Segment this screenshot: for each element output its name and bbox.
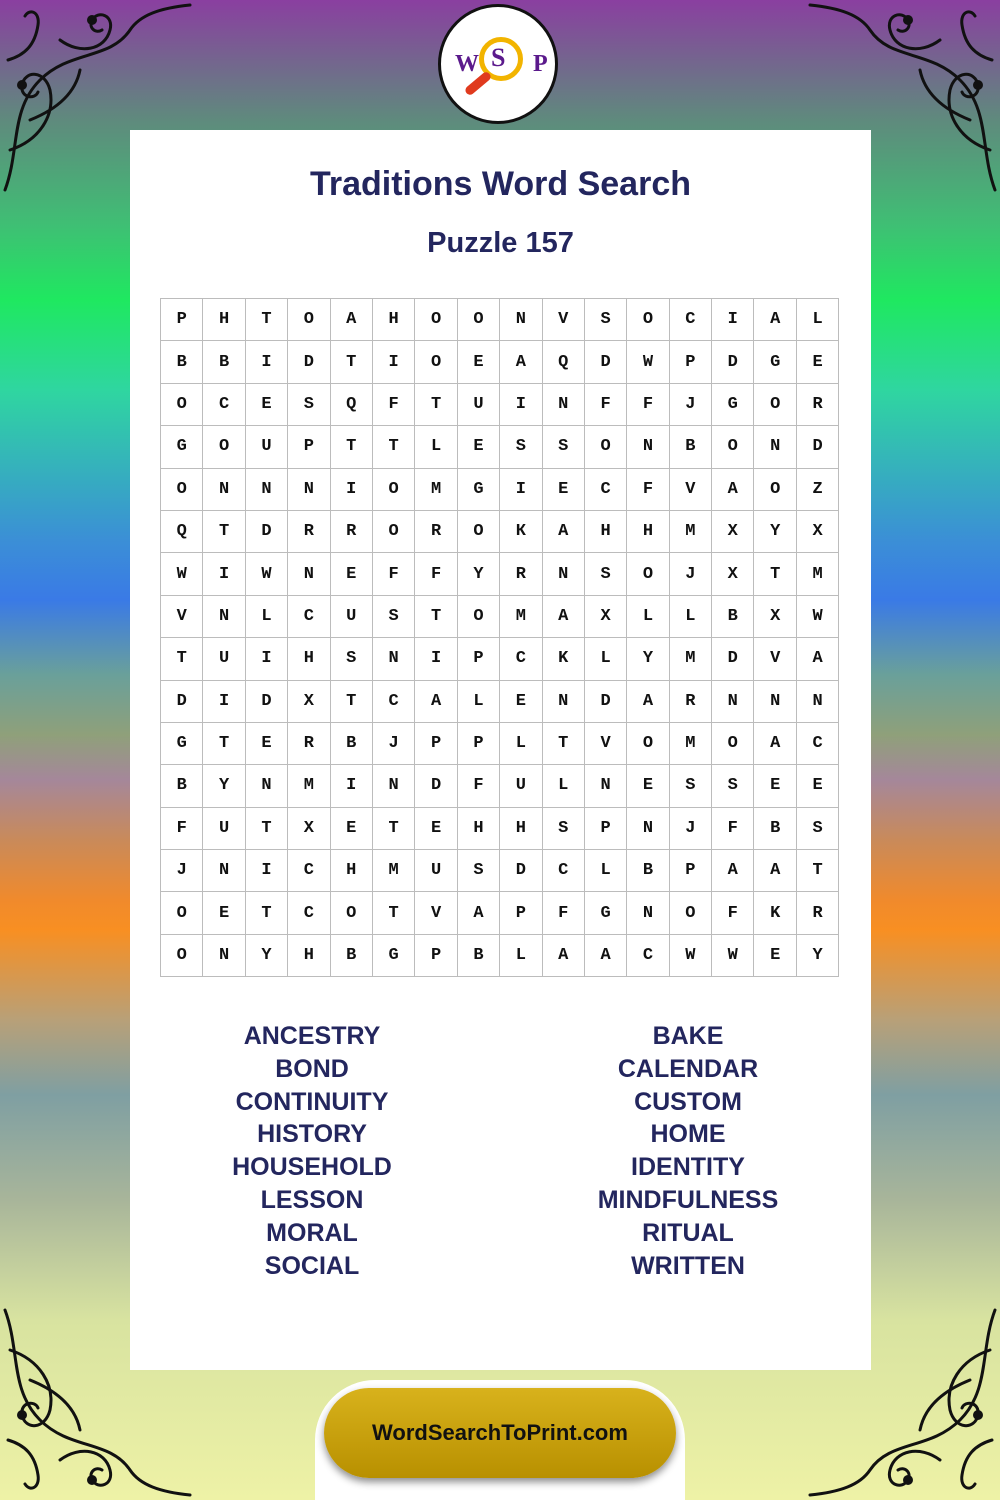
grid-cell[interactable]: W [670,935,712,977]
grid-cell[interactable]: M [797,553,839,595]
grid-cell[interactable]: N [543,681,585,723]
grid-cell[interactable]: O [458,596,500,638]
grid-cell[interactable]: M [670,511,712,553]
grid-cell[interactable]: D [797,426,839,468]
grid-cell[interactable]: A [415,681,457,723]
grid-cell[interactable]: X [797,511,839,553]
word-list-item: ANCESTRY [243,1022,381,1050]
grid-cell[interactable]: U [203,638,245,680]
grid-cell[interactable]: F [415,553,457,595]
word-list-item: CALENDAR [617,1054,759,1083]
grid-cell[interactable]: Y [246,935,288,977]
grid-cell[interactable]: V [543,299,585,341]
grid-cell[interactable]: S [458,850,500,892]
grid-cell[interactable]: E [203,892,245,934]
grid-cell[interactable]: S [500,426,542,468]
grid-cell[interactable]: H [203,299,245,341]
grid-cell[interactable]: O [161,892,203,934]
word-list-item: SOCIAL [264,1251,360,1280]
grid-cell[interactable]: A [543,596,585,638]
grid-cell[interactable]: O [161,469,203,511]
grid-cell[interactable]: O [458,299,500,341]
grid-cell[interactable]: F [373,384,415,426]
grid-cell[interactable]: Y [797,935,839,977]
grid-cell[interactable]: Y [754,511,796,553]
grid-cell[interactable]: I [203,553,245,595]
grid-cell[interactable]: O [288,299,330,341]
grid-cell[interactable]: T [373,892,415,934]
site-link-button[interactable]: WordSearchToPrint.com [324,1388,676,1478]
grid-cell[interactable]: O [712,426,754,468]
grid-cell[interactable]: T [797,850,839,892]
grid-cell[interactable]: D [246,511,288,553]
grid-cell[interactable]: T [246,892,288,934]
grid-cell[interactable]: K [754,892,796,934]
grid-cell[interactable]: C [670,299,712,341]
grid-cell[interactable]: B [161,341,203,383]
word-list-item: CONTINUITY [235,1087,389,1116]
grid-cell[interactable]: N [585,765,627,807]
grid-cell[interactable]: R [288,511,330,553]
grid-cell[interactable]: N [373,765,415,807]
grid-cell[interactable]: B [754,808,796,850]
grid-cell[interactable]: A [458,892,500,934]
grid-cell[interactable]: U [500,765,542,807]
grid-cell[interactable]: B [670,426,712,468]
grid-cell[interactable]: H [500,808,542,850]
word-list-item: HOME [650,1120,726,1149]
grid-cell[interactable]: J [373,723,415,765]
grid-cell[interactable]: A [754,850,796,892]
grid-cell[interactable]: I [373,341,415,383]
grid-cell[interactable]: D [585,681,627,723]
grid-cell[interactable]: U [415,850,457,892]
grid-cell[interactable]: D [712,638,754,680]
grid-cell[interactable]: F [627,469,669,511]
grid-cell[interactable]: S [288,384,330,426]
grid-cell[interactable]: O [415,341,457,383]
grid-cell[interactable]: H [331,850,373,892]
grid-cell[interactable]: O [373,469,415,511]
grid-cell[interactable]: F [161,808,203,850]
grid-cell[interactable]: A [754,299,796,341]
grid-cell[interactable]: F [712,808,754,850]
word-list-item: IDENTITY [631,1153,745,1182]
grid-cell[interactable]: N [288,469,330,511]
grid-cell[interactable]: I [246,341,288,383]
grid-cell[interactable]: D [500,850,542,892]
grid-cell[interactable]: N [246,765,288,807]
grid-cell[interactable]: B [161,765,203,807]
grid-cell[interactable]: S [585,299,627,341]
grid-cell[interactable]: J [161,850,203,892]
wsp-logo[interactable] [438,4,558,124]
word-list-item: BOND [275,1054,349,1083]
grid-cell[interactable]: M [373,850,415,892]
grid-cell[interactable]: M [670,638,712,680]
grid-cell[interactable]: T [246,808,288,850]
grid-cell[interactable]: O [670,892,712,934]
grid-cell[interactable]: T [331,681,373,723]
word-list-item: CUSTOM [634,1087,742,1116]
page-title: Traditions Word Search [309,165,691,203]
grid-cell[interactable]: R [288,723,330,765]
grid-cell[interactable]: E [458,426,500,468]
grid-cell[interactable]: V [754,638,796,680]
grid-cell[interactable]: I [500,384,542,426]
grid-cell[interactable]: C [797,723,839,765]
logo-letter-w: W [455,51,479,77]
grid-cell[interactable]: P [288,426,330,468]
grid-cell[interactable]: T [543,723,585,765]
grid-cell[interactable]: D [712,341,754,383]
grid-cell[interactable]: R [415,511,457,553]
grid-cell[interactable]: F [712,892,754,934]
grid-cell[interactable]: A [797,638,839,680]
grid-cell[interactable]: W [627,341,669,383]
grid-cell[interactable]: G [585,892,627,934]
word-list-item: RITUAL [642,1218,734,1247]
grid-cell[interactable]: H [373,299,415,341]
grid-cell[interactable]: S [331,638,373,680]
logo-letter-s: S [491,43,506,72]
grid-cell[interactable]: N [373,638,415,680]
grid-cell[interactable]: Z [797,469,839,511]
grid-cell[interactable]: Y [627,638,669,680]
grid-cell[interactable]: E [543,469,585,511]
grid-cell[interactable]: A [331,299,373,341]
grid-cell[interactable]: B [712,596,754,638]
grid-cell[interactable]: V [415,892,457,934]
grid-cell[interactable]: R [500,553,542,595]
grid-cell[interactable]: N [246,469,288,511]
grid-cell[interactable]: S [670,765,712,807]
grid-cell[interactable]: A [585,935,627,977]
word-list-item: HISTORY [257,1120,367,1149]
grid-cell[interactable]: A [712,850,754,892]
grid-cell[interactable]: N [203,850,245,892]
grid-cell[interactable]: O [415,299,457,341]
grid-cell[interactable]: S [585,553,627,595]
grid-cell[interactable]: M [415,469,457,511]
grid-cell[interactable]: P [670,341,712,383]
grid-cell[interactable]: L [670,596,712,638]
grid-cell[interactable]: P [458,638,500,680]
grid-cell[interactable]: G [458,469,500,511]
grid-cell[interactable]: B [331,723,373,765]
grid-cell[interactable]: L [585,638,627,680]
grid-cell[interactable]: N [627,892,669,934]
grid-cell[interactable]: S [712,765,754,807]
grid-cell[interactable]: Q [331,384,373,426]
grid-cell[interactable]: X [288,808,330,850]
grid-cell[interactable]: O [331,892,373,934]
grid-cell[interactable]: H [627,511,669,553]
grid-cell[interactable]: O [754,384,796,426]
grid-cell[interactable]: P [458,723,500,765]
grid-cell[interactable]: N [500,299,542,341]
grid-cell[interactable]: D [585,341,627,383]
grid-cell[interactable]: H [288,638,330,680]
grid-cell[interactable]: T [161,638,203,680]
grid-cell[interactable]: G [754,341,796,383]
grid-cell[interactable]: W [161,553,203,595]
grid-cell[interactable]: N [288,553,330,595]
grid-cell[interactable]: N [712,681,754,723]
grid-cell[interactable]: J [670,553,712,595]
grid-cell[interactable]: U [331,596,373,638]
grid-cell[interactable]: N [627,808,669,850]
grid-cell[interactable]: E [797,341,839,383]
word-list-right [538,1020,838,1282]
grid-cell[interactable]: T [331,426,373,468]
grid-cell[interactable]: O [373,511,415,553]
grid-cell[interactable]: C [585,469,627,511]
grid-cell[interactable]: C [203,384,245,426]
grid-cell[interactable]: I [331,765,373,807]
grid-cell[interactable]: C [288,850,330,892]
grid-cell[interactable]: L [797,299,839,341]
grid-cell[interactable]: O [712,723,754,765]
grid-cell[interactable]: L [627,596,669,638]
grid-cell[interactable]: R [331,511,373,553]
grid-cell[interactable]: U [246,426,288,468]
grid-cell[interactable]: S [373,596,415,638]
grid-cell[interactable]: T [415,384,457,426]
grid-cell[interactable]: F [543,892,585,934]
logo-letter-p: P [533,51,548,77]
grid-cell[interactable]: A [627,681,669,723]
grid-cell[interactable]: Y [203,765,245,807]
grid-cell[interactable]: L [500,935,542,977]
grid-cell[interactable]: A [543,935,585,977]
grid-cell[interactable]: S [543,808,585,850]
grid-cell[interactable]: E [627,765,669,807]
word-list-item: WRITTEN [631,1251,745,1280]
grid-cell[interactable]: T [331,341,373,383]
grid-cell[interactable]: L [246,596,288,638]
grid-cell[interactable]: O [627,723,669,765]
grid-cell[interactable]: D [161,681,203,723]
grid-cell[interactable]: E [500,681,542,723]
grid-cell[interactable]: I [246,850,288,892]
grid-cell[interactable]: N [203,469,245,511]
grid-cell[interactable]: L [415,426,457,468]
grid-cell[interactable]: T [373,426,415,468]
grid-cell[interactable]: O [585,426,627,468]
grid-cell[interactable]: Q [543,341,585,383]
grid-cell[interactable]: M [670,723,712,765]
word-list-left [162,1020,462,1282]
grid-cell[interactable]: I [246,638,288,680]
grid-cell[interactable]: E [246,384,288,426]
grid-cell[interactable]: H [585,511,627,553]
grid-cell[interactable]: V [585,723,627,765]
puzzle-number: Puzzle 157 [427,227,574,259]
grid-cell[interactable]: H [288,935,330,977]
grid-cell[interactable]: N [754,426,796,468]
grid-cell[interactable]: L [543,765,585,807]
grid-cell[interactable]: B [627,850,669,892]
grid-cell[interactable]: F [458,765,500,807]
grid-cell[interactable]: N [543,384,585,426]
grid-cell[interactable]: R [797,384,839,426]
grid-cell[interactable]: V [161,596,203,638]
grid-cell[interactable]: P [415,723,457,765]
grid-cell[interactable]: X [585,596,627,638]
grid-cell[interactable]: D [246,681,288,723]
grid-cell[interactable]: S [543,426,585,468]
grid-cell[interactable]: B [203,341,245,383]
word-list-item: BAKE [652,1022,724,1050]
grid-cell[interactable]: E [754,935,796,977]
grid-cell[interactable]: G [373,935,415,977]
grid-cell[interactable]: W [246,553,288,595]
grid-cell[interactable]: I [500,469,542,511]
grid-cell[interactable]: I [331,469,373,511]
letter-grid [160,298,839,977]
grid-cell[interactable]: E [797,765,839,807]
grid-cell[interactable]: W [797,596,839,638]
grid-cell[interactable]: T [754,553,796,595]
grid-cell[interactable]: I [203,681,245,723]
grid-cell[interactable]: M [500,596,542,638]
grid-cell[interactable]: A [712,469,754,511]
grid-cell[interactable]: X [288,681,330,723]
grid-cell[interactable]: L [585,850,627,892]
grid-cell[interactable]: G [712,384,754,426]
grid-cell[interactable]: C [288,892,330,934]
grid-cell[interactable]: L [458,681,500,723]
grid-cell[interactable]: T [415,596,457,638]
grid-cell[interactable]: P [500,892,542,934]
grid-cell[interactable]: K [543,638,585,680]
grid-cell[interactable]: X [712,553,754,595]
grid-cell[interactable]: F [585,384,627,426]
grid-cell[interactable]: G [161,426,203,468]
grid-cell[interactable]: К [500,511,542,553]
grid-cell[interactable]: I [712,299,754,341]
grid-cell[interactable]: E [331,808,373,850]
grid-cell[interactable]: P [670,850,712,892]
grid-cell[interactable]: D [288,341,330,383]
grid-cell[interactable]: J [670,384,712,426]
grid-cell[interactable]: N [797,681,839,723]
grid-cell[interactable]: P [585,808,627,850]
grid-cell[interactable]: X [754,596,796,638]
grid-cell[interactable]: G [161,723,203,765]
grid-cell[interactable]: E [415,808,457,850]
grid-cell[interactable]: T [373,808,415,850]
grid-cell[interactable]: S [797,808,839,850]
grid-cell[interactable]: C [288,596,330,638]
grid-cell[interactable]: C [500,638,542,680]
word-list-item: LESSON [260,1185,364,1214]
grid-cell[interactable]: C [373,681,415,723]
grid-cell[interactable]: A [754,723,796,765]
grid-cell[interactable]: N [203,935,245,977]
grid-cell[interactable]: U [458,384,500,426]
grid-cell[interactable]: B [458,935,500,977]
grid-cell[interactable]: H [458,808,500,850]
grid-cell[interactable]: N [627,426,669,468]
grid-cell[interactable]: C [627,935,669,977]
grid-cell[interactable]: Q [161,511,203,553]
grid-cell[interactable]: U [203,808,245,850]
grid-cell[interactable]: O [627,299,669,341]
grid-cell[interactable]: I [415,638,457,680]
grid-cell[interactable]: O [161,935,203,977]
grid-cell[interactable]: O [203,426,245,468]
grid-cell[interactable]: E [246,723,288,765]
grid-cell[interactable]: О [458,511,500,553]
grid-cell[interactable]: Y [458,553,500,595]
grid-cell[interactable]: A [543,511,585,553]
grid-cell[interactable]: F [373,553,415,595]
grid-cell[interactable]: L [500,723,542,765]
grid-cell[interactable]: R [797,892,839,934]
grid-cell[interactable]: B [331,935,373,977]
grid-cell[interactable]: N [543,553,585,595]
grid-cell[interactable]: T [203,723,245,765]
grid-cell[interactable]: E [754,765,796,807]
puzzle-card [130,130,871,1370]
grid-cell[interactable]: F [627,384,669,426]
grid-cell[interactable]: N [754,681,796,723]
word-list-item: MINDFULNESS [597,1185,779,1214]
grid-cell[interactable]: A [500,341,542,383]
grid-cell[interactable]: M [288,765,330,807]
grid-cell[interactable]: R [670,681,712,723]
grid-cell[interactable]: T [246,299,288,341]
grid-cell[interactable]: P [161,299,203,341]
grid-cell[interactable]: P [415,935,457,977]
grid-cell[interactable]: V [670,469,712,511]
grid-cell[interactable]: W [712,935,754,977]
grid-cell[interactable]: J [670,808,712,850]
grid-cell[interactable]: O [754,469,796,511]
grid-cell[interactable]: E [331,553,373,595]
word-list-item: MORAL [266,1218,358,1247]
grid-cell[interactable]: N [203,596,245,638]
grid-cell[interactable]: O [627,553,669,595]
grid-cell[interactable]: X [712,511,754,553]
grid-cell[interactable]: T [203,511,245,553]
grid-cell[interactable]: D [415,765,457,807]
grid-cell[interactable]: C [543,850,585,892]
grid-cell[interactable]: E [458,341,500,383]
word-list-item: HOUSEHOLD [232,1153,392,1182]
grid-cell[interactable]: O [161,384,203,426]
